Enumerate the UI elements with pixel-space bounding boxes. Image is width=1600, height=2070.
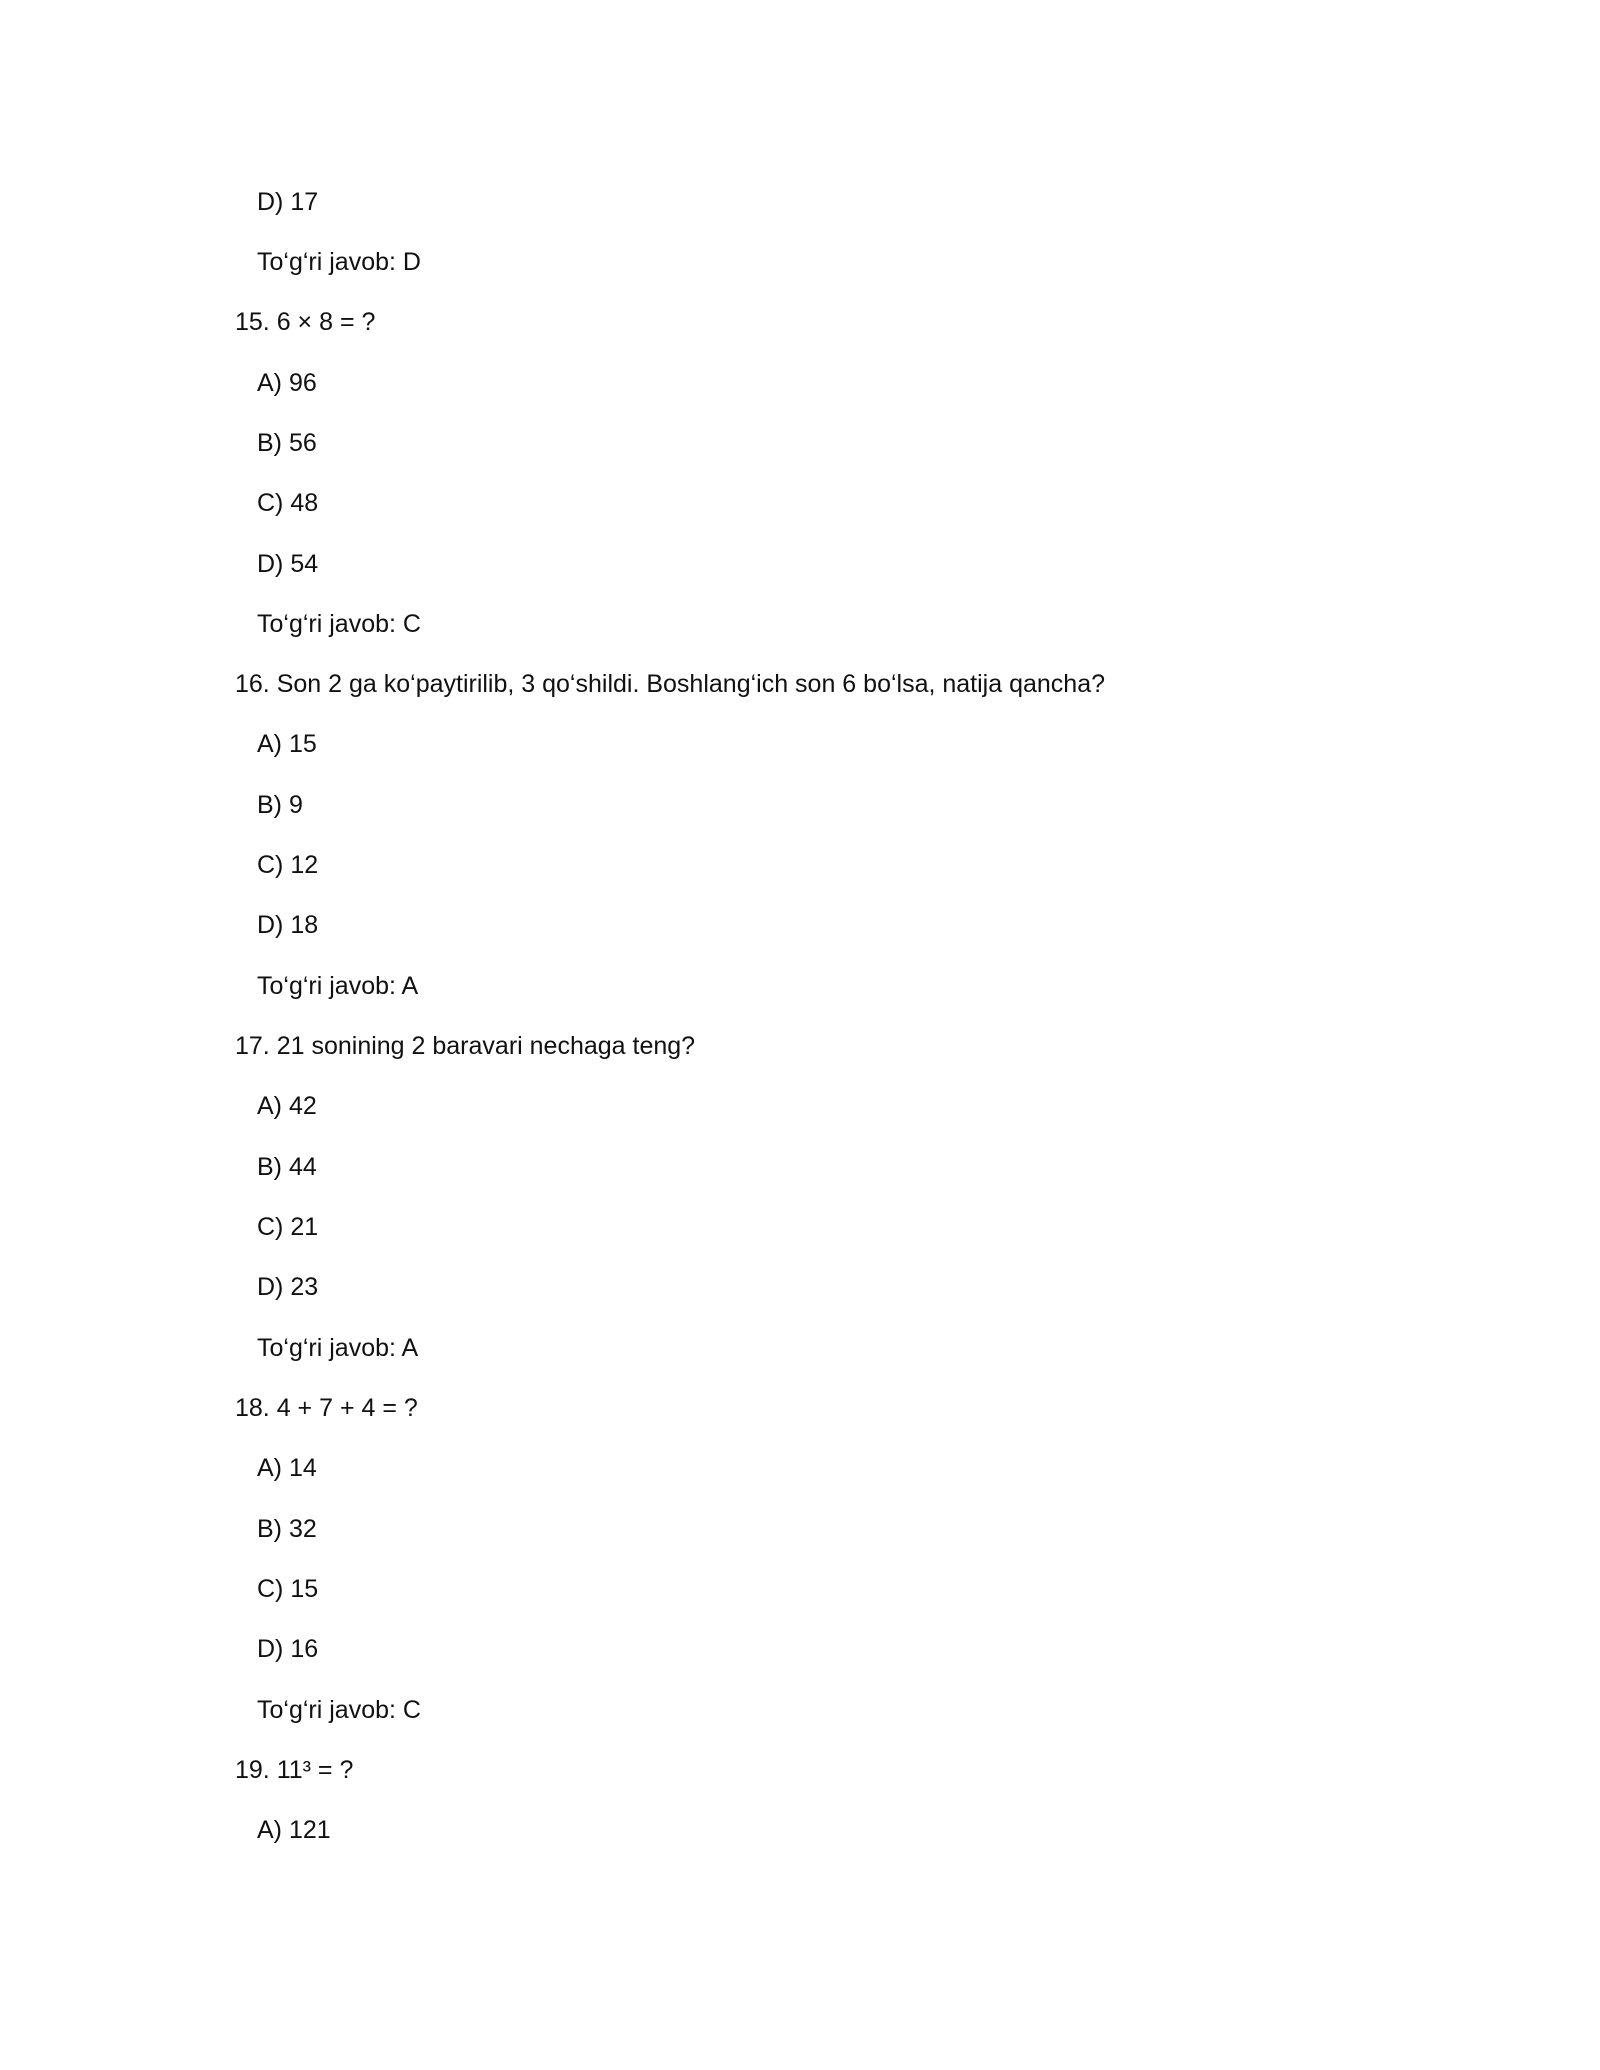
- option-line: B) 9: [257, 791, 303, 819]
- option-line: A) 15: [257, 730, 317, 758]
- question-line: 16. Son 2 ga ko‘paytirilib, 3 qo‘shildi. Boshlang‘ich son 6 bo‘lsa, natija qancha?: [235, 670, 1106, 698]
- answer-line: To‘g‘ri javob: C: [257, 1696, 421, 1724]
- option-line: B) 56: [257, 429, 317, 457]
- option-line: A) 42: [257, 1092, 317, 1120]
- answer-line: To‘g‘ri javob: D: [257, 248, 421, 276]
- option-line: D) 16: [257, 1635, 319, 1663]
- question-line: 15. 6 × 8 = ?: [235, 308, 376, 336]
- option-line: B) 44: [257, 1153, 317, 1181]
- option-line: B) 32: [257, 1515, 317, 1543]
- option-line: A) 14: [257, 1454, 317, 1482]
- option-line: C) 12: [257, 851, 319, 879]
- option-line: D) 18: [257, 911, 319, 939]
- question-line: 19. 11³ = ?: [235, 1756, 354, 1784]
- question-line: 18. 4 + 7 + 4 = ?: [235, 1394, 418, 1422]
- option-line: A) 96: [257, 369, 317, 397]
- answer-line: To‘g‘ri javob: A: [257, 972, 419, 1000]
- option-line: D) 17: [257, 188, 319, 216]
- option-line: C) 21: [257, 1213, 319, 1241]
- option-line: D) 54: [257, 550, 319, 578]
- question-line: 17. 21 sonining 2 baravari nechaga teng?: [235, 1032, 696, 1060]
- answer-line: To‘g‘ri javob: A: [257, 1334, 419, 1362]
- option-line: C) 48: [257, 489, 319, 517]
- option-line: C) 15: [257, 1575, 319, 1603]
- option-line: D) 23: [257, 1273, 319, 1301]
- answer-line: To‘g‘ri javob: C: [257, 610, 421, 638]
- option-line: A) 121: [257, 1816, 331, 1844]
